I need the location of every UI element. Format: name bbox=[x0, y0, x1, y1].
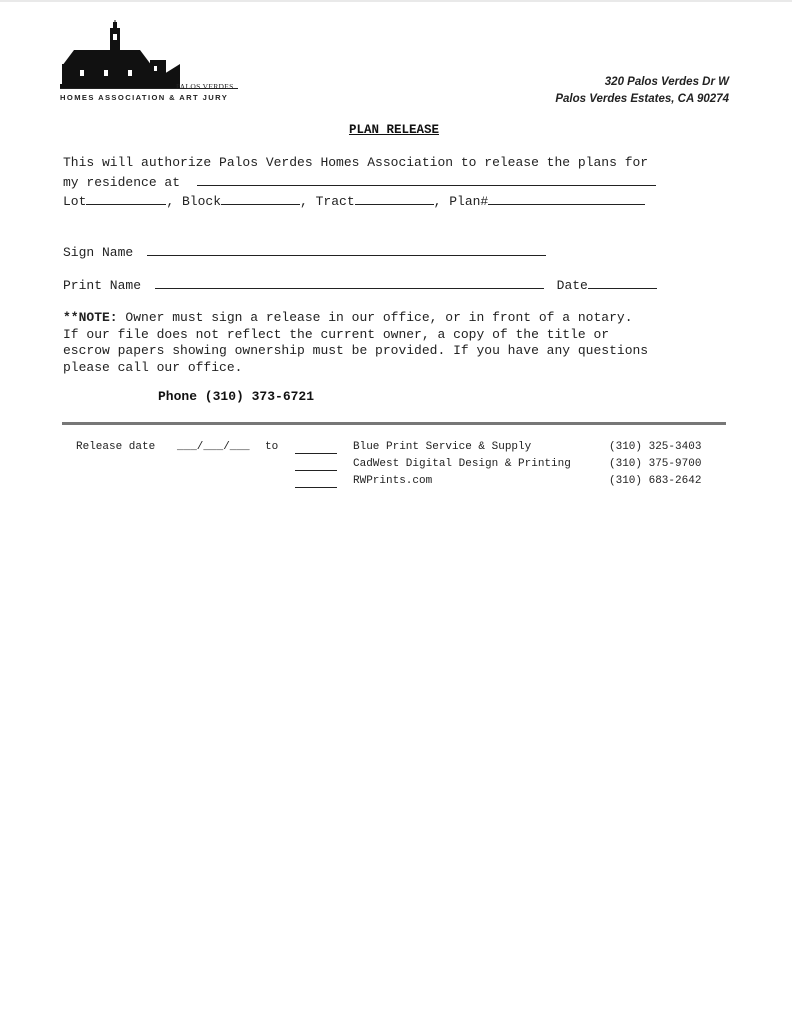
tract-label: , Tract bbox=[300, 194, 355, 209]
section-divider bbox=[62, 422, 726, 425]
release-date-label: Release date bbox=[76, 441, 156, 453]
lot-field[interactable] bbox=[86, 193, 166, 205]
print-name-field[interactable] bbox=[155, 277, 544, 289]
vendor-name: RWPrints.com bbox=[353, 475, 433, 487]
sign-name-field[interactable] bbox=[147, 244, 546, 256]
page-title: PLAN RELEASE bbox=[348, 123, 439, 137]
intro-line-2-row bbox=[63, 174, 656, 190]
vendor-name: Blue Print Service & Supply bbox=[353, 441, 532, 453]
block-label: , Block bbox=[166, 194, 222, 209]
date-field[interactable] bbox=[588, 277, 657, 289]
print-name-row bbox=[63, 277, 657, 293]
logo-main-text: HOMES ASSOCIATION & ART JURY bbox=[60, 93, 229, 102]
intro-line-1: This will authorize Palos Verdes Homes Association to release the plans for bbox=[63, 155, 649, 170]
vendor-phone: (310) 325-3403 bbox=[609, 441, 702, 453]
address-line-1: 320 Palos Verdes Dr W bbox=[604, 76, 729, 88]
hoa-logo bbox=[60, 20, 240, 104]
vendor-check-rwprints[interactable] bbox=[295, 487, 337, 488]
office-phone: Phone (310) 373-6721 bbox=[158, 389, 315, 404]
page-top-edge bbox=[0, 0, 792, 2]
plan-label: , Plan# bbox=[433, 194, 489, 209]
note-line-2: If our file does not reflect the current owner, a copy of the title or bbox=[63, 326, 610, 342]
note-block bbox=[63, 310, 648, 376]
note-prefix: **NOTE: bbox=[63, 310, 118, 325]
tract-field[interactable] bbox=[355, 193, 434, 205]
vendor-check-cadwest[interactable] bbox=[295, 470, 337, 471]
note-line-3: escrow papers showing ownership must be provided. If you have any questions bbox=[63, 343, 649, 358]
residence-address-field[interactable] bbox=[197, 174, 656, 186]
address-line-2: Palos Verdes Estates, CA 90274 bbox=[555, 93, 729, 105]
release-date-field[interactable]: ___/___/___ bbox=[177, 441, 250, 453]
sign-name-label: Sign Name bbox=[63, 245, 134, 260]
vendor-check-blue-print[interactable] bbox=[295, 453, 337, 454]
block-field[interactable] bbox=[221, 193, 300, 205]
office-address bbox=[555, 74, 729, 108]
note-line-1: Owner must sign a release in our office, or in front of a notary. bbox=[117, 310, 633, 325]
print-name-label: Print Name bbox=[63, 278, 142, 293]
lot-block-row bbox=[63, 193, 645, 209]
sign-name-row bbox=[63, 244, 546, 260]
logo-small-text: PALOS VERDES bbox=[176, 82, 234, 91]
vendor-phone: (310) 683-2642 bbox=[609, 475, 702, 487]
plan-field[interactable] bbox=[488, 193, 645, 205]
residence-label: my residence at bbox=[63, 175, 181, 190]
vendor-name: CadWest Digital Design & Printing bbox=[353, 458, 571, 470]
to-label: to bbox=[265, 441, 279, 453]
vendor-phone: (310) 375-9700 bbox=[609, 458, 702, 470]
date-label: Date bbox=[556, 278, 588, 293]
lot-label: Lot bbox=[63, 194, 87, 209]
note-line-4: please call our office. bbox=[63, 359, 243, 375]
